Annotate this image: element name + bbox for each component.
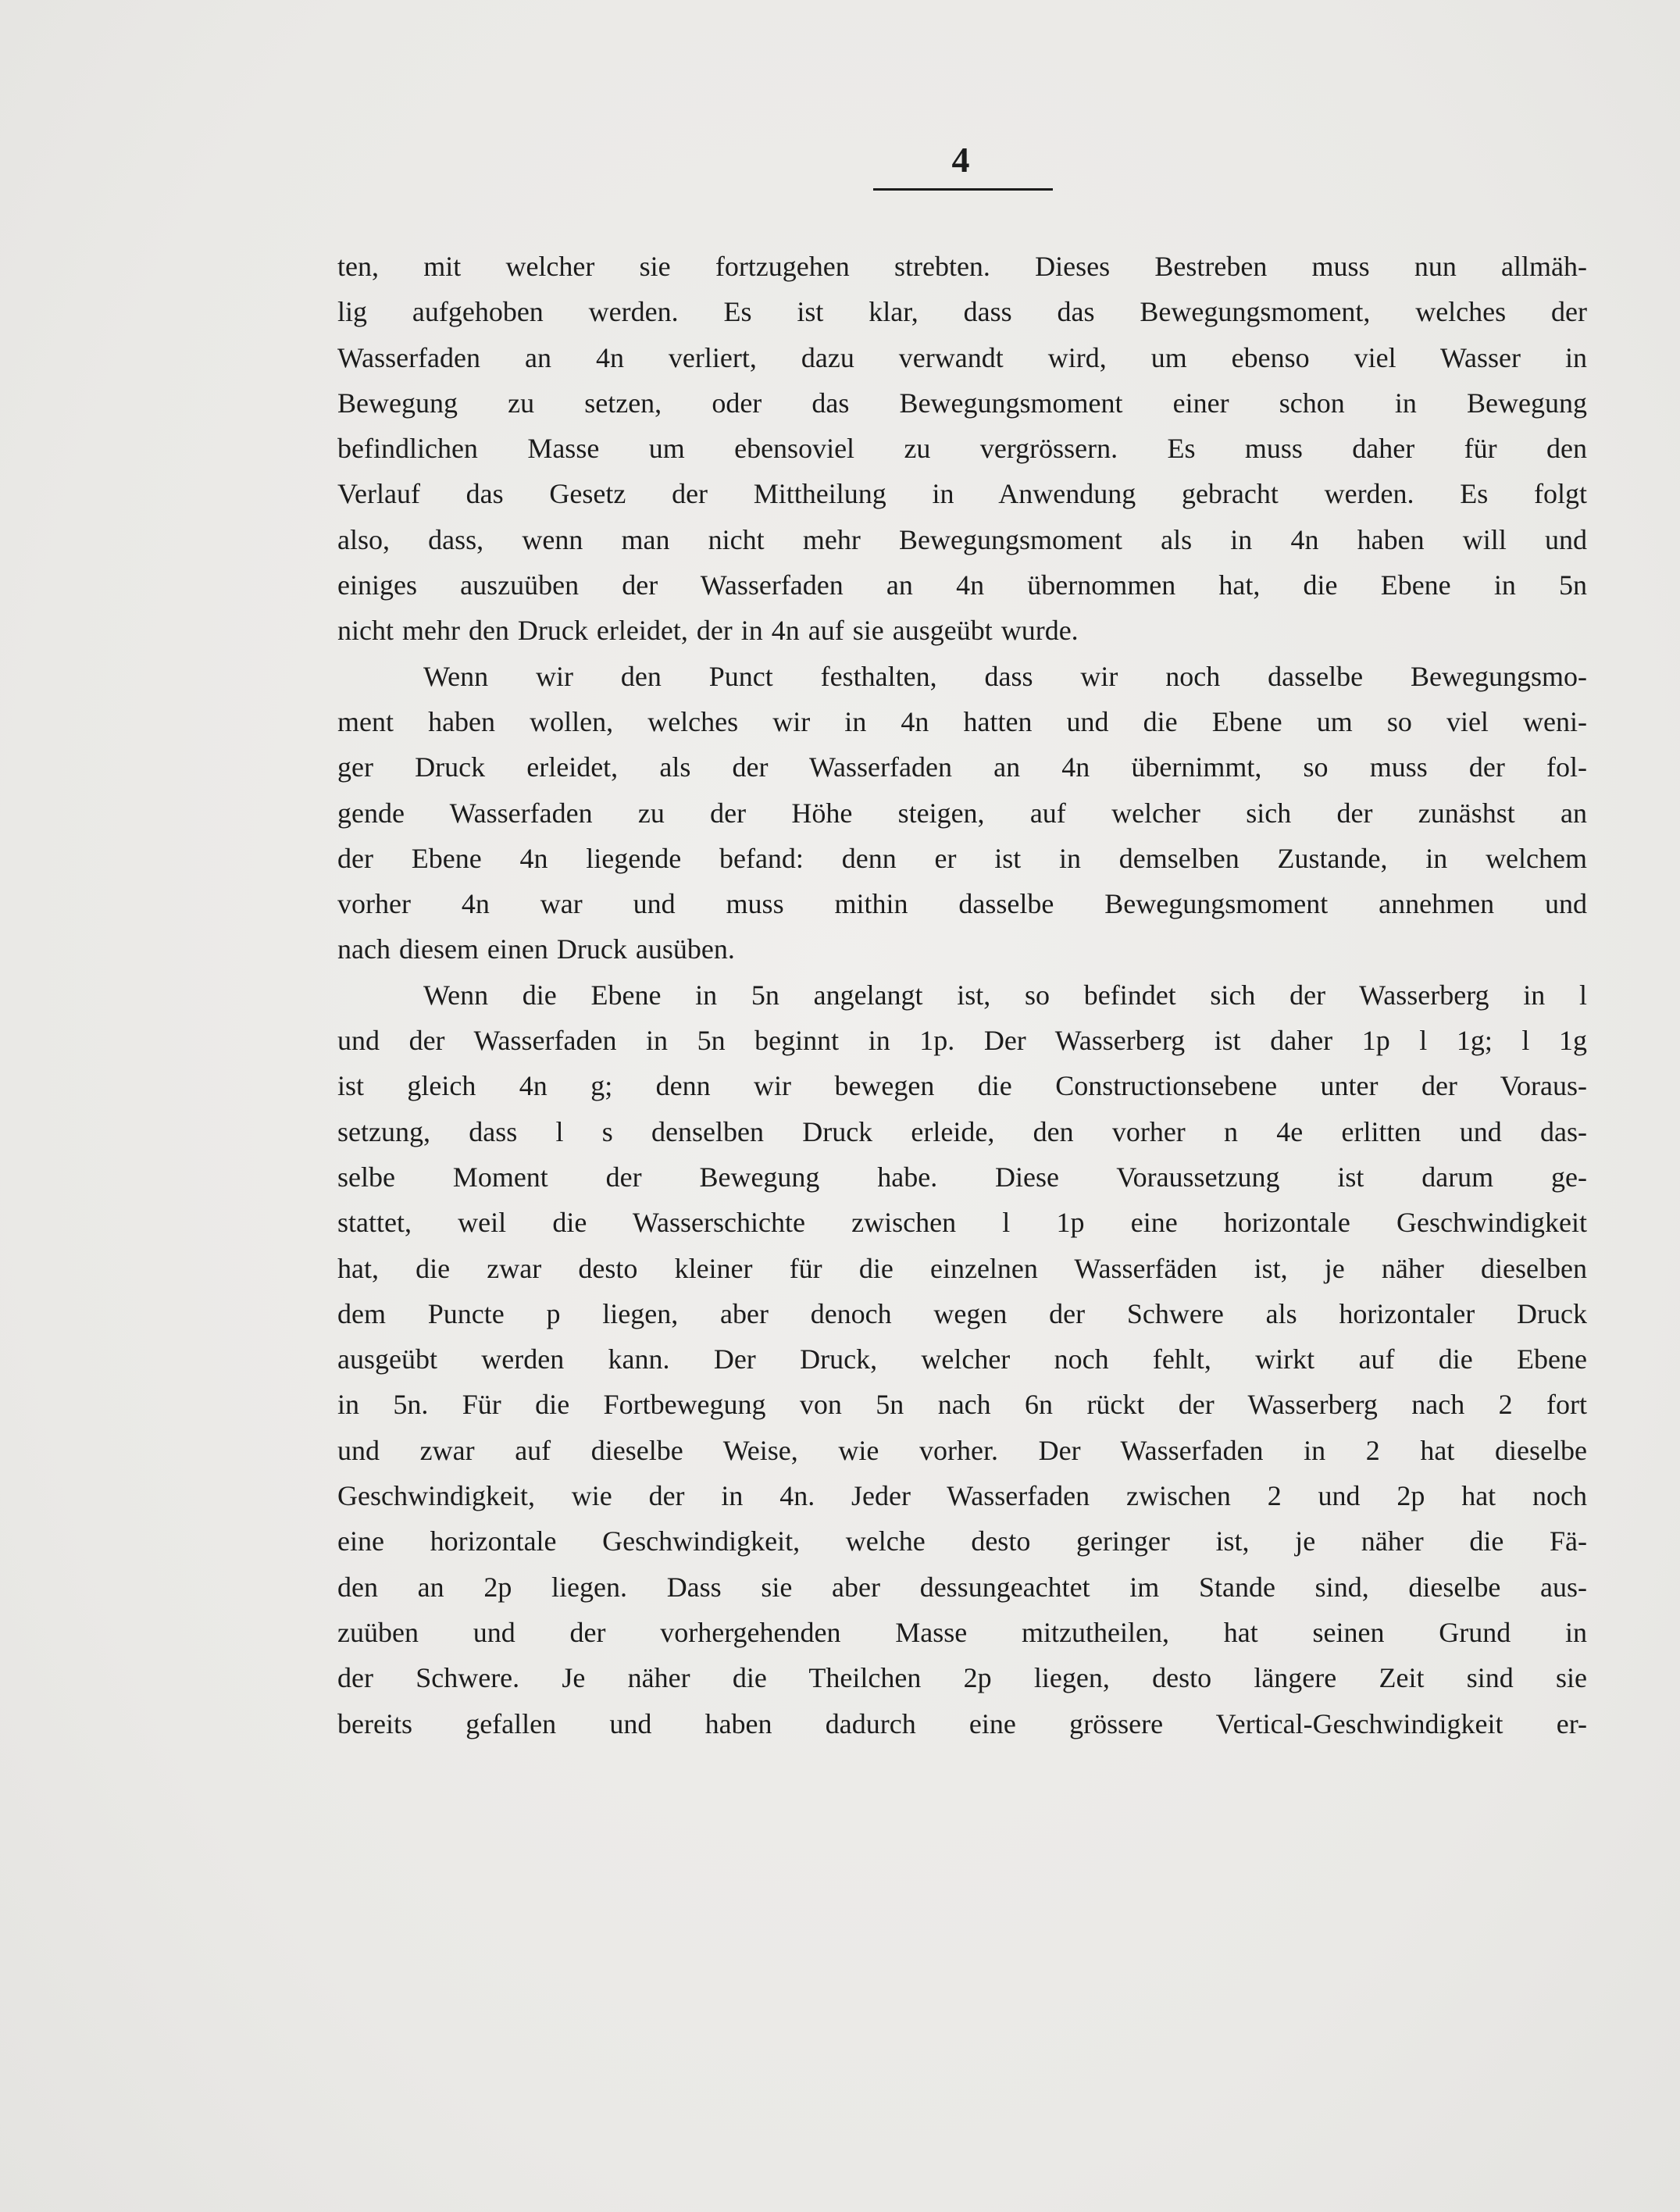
text-line: ment haben wollen, welches wir in 4n hatten und die Ebene um so viel weni- bbox=[337, 705, 1587, 737]
page-number: 4 bbox=[951, 140, 970, 180]
text-line: also, dass, wenn man nicht mehr Bewegungsmoment als in 4n haben will und bbox=[337, 523, 1587, 555]
text-line: selbe Moment der Bewegung habe. Diese Voraussetzung ist darum ge- bbox=[337, 1161, 1587, 1193]
text-line: Bewegung zu setzen, oder das Bewegungsmoment einer schon in Bewegung bbox=[337, 387, 1587, 419]
text-line: Wenn die Ebene in 5n angelangt ist, so befindet sich der Wasserberg in l bbox=[423, 979, 1587, 1011]
text-line: und zwar auf dieselbe Weise, wie vorher. Der Wasserfaden in 2 hat dieselbe bbox=[337, 1434, 1587, 1466]
body-text bbox=[337, 244, 1587, 1746]
text-line: der Ebene 4n liegende befand: denn er ist in demselben Zustande, in welchem bbox=[337, 842, 1587, 874]
text-line: eine horizontale Geschwindigkeit, welche desto geringer ist, je näher die Fä- bbox=[337, 1525, 1587, 1557]
text-line: den an 2p liegen. Dass sie aber dessungeachtet im Stande sind, dieselbe aus- bbox=[337, 1571, 1587, 1603]
text-line: Geschwindigkeit, wie der in 4n. Jeder Wasserfaden zwischen 2 und 2p hat noch bbox=[337, 1480, 1587, 1512]
text-line: der Schwere. Je näher die Theilchen 2p liegen, desto längere Zeit sind sie bbox=[337, 1662, 1587, 1694]
text-line: Wasserfaden an 4n verliert, dazu verwandt wird, um ebenso viel Wasser in bbox=[337, 341, 1587, 373]
text-line: nach diesem einen Druck ausüben. bbox=[337, 933, 735, 965]
text-line: ausgeübt werden kann. Der Druck, welcher noch fehlt, wirkt auf die Ebene bbox=[337, 1343, 1587, 1375]
text-line: lig aufgehoben werden. Es ist klar, dass das Bewegungsmoment, welches der bbox=[337, 296, 1587, 328]
page-number-rule bbox=[873, 188, 1053, 191]
text-line: gende Wasserfaden zu der Höhe steigen, auf welcher sich der zunäshst an bbox=[337, 797, 1587, 829]
text-line: bereits gefallen und haben dadurch eine grössere Vertical-Geschwindigkeit er- bbox=[337, 1707, 1587, 1739]
text-line: vorher 4n war und muss mithin dasselbe Bewegungsmoment annehmen und bbox=[337, 888, 1587, 920]
text-line: ger Druck erleidet, als der Wasserfaden an 4n übernimmt, so muss der fol- bbox=[337, 751, 1587, 783]
text-line: befindlichen Masse um ebensoviel zu vergrössern. Es muss daher für den bbox=[337, 433, 1587, 465]
text-line: ten, mit welcher sie fortzugehen strebten. Dieses Bestreben muss nun allmäh- bbox=[337, 251, 1587, 282]
text-line: hat, die zwar desto kleiner für die einzelnen Wasserfäden ist, je näher dieselben bbox=[337, 1252, 1587, 1284]
text-line: nicht mehr den Druck erleidet, der in 4n auf sie ausgeübt wurde. bbox=[337, 615, 1079, 647]
text-line: stattet, weil die Wasserschichte zwischen l 1p eine horizontale Geschwindigkeit bbox=[337, 1207, 1587, 1239]
text-line: Verlauf das Gesetz der Mittheilung in Anwendung gebracht werden. Es folgt bbox=[337, 478, 1587, 510]
text-line: Wenn wir den Punct festhalten, dass wir noch dasselbe Bewegungsmo- bbox=[423, 660, 1587, 692]
text-line: zuüben und der vorhergehenden Masse mitzutheilen, hat seinen Grund in bbox=[337, 1616, 1587, 1648]
text-line: und der Wasserfaden in 5n beginnt in 1p. Der Wasserberg ist daher 1p l 1g; l 1g bbox=[337, 1025, 1587, 1057]
text-line: dem Puncte p liegen, aber denoch wegen der Schwere als horizontaler Druck bbox=[337, 1297, 1587, 1329]
text-line: setzung, dass l s denselben Druck erleide, den vorher n 4e erlitten und das- bbox=[337, 1115, 1587, 1147]
text-line: einiges auszuüben der Wasserfaden an 4n übernommen hat, die Ebene in 5n bbox=[337, 569, 1587, 601]
text-line: in 5n. Für die Fortbewegung von 5n nach 6n rückt der Wasserberg nach 2 fort bbox=[337, 1389, 1587, 1421]
text-line: ist gleich 4n g; denn wir bewegen die Constructionsebene unter der Voraus- bbox=[337, 1070, 1587, 1102]
